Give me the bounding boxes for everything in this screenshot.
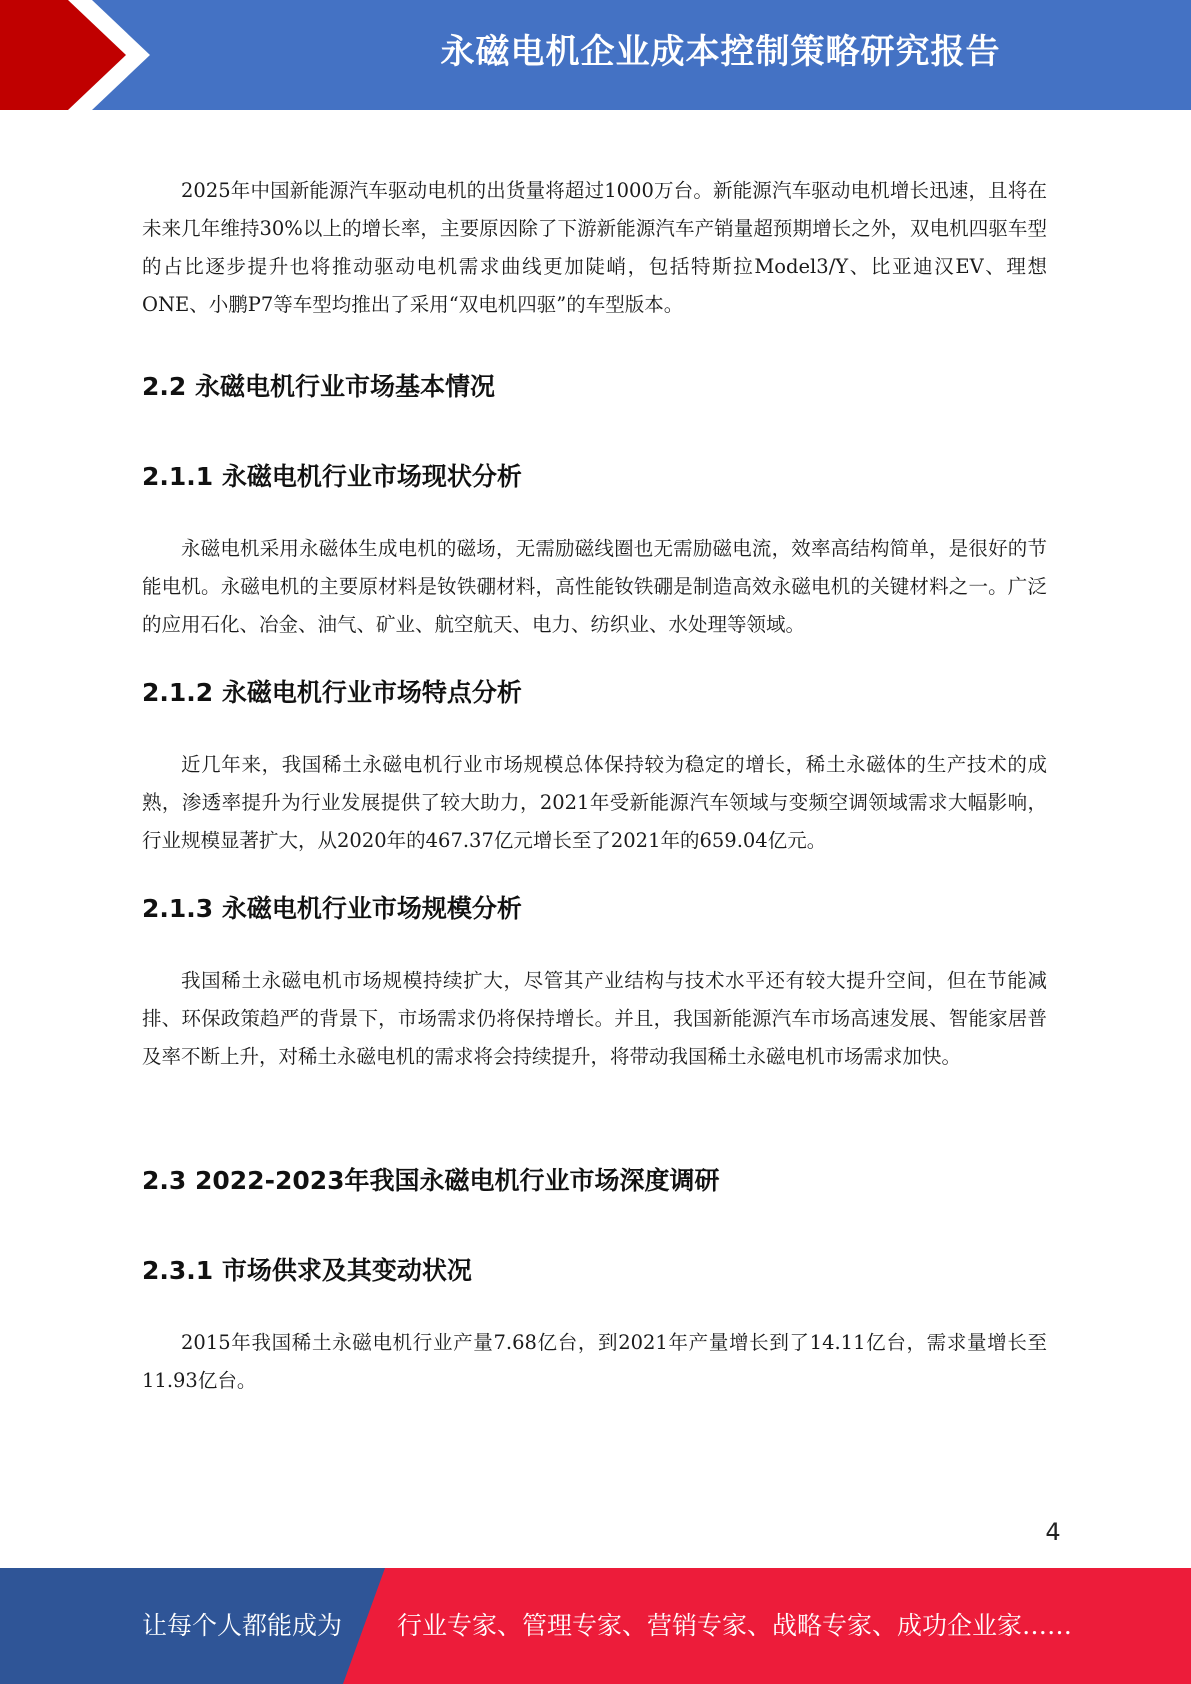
paragraph-ev-motor-shipments: 2025年中国新能源汽车驱动电机的出货量将超过1000万台。新能源汽车驱动电机增长迅速，且将在未来几年维持30%以上的增长率，主要原因除了下游新能源汽车产销量超预期增长之外，双电机四驱车型的占比逐步提升也将推动驱动电机需求曲线更加陡峭，包括特斯拉Model3/Y、比亚迪汉EV、理想ONE、小鹏P7等车型均推出了采用“双电机四驱”的车型版本。 [142, 179, 1047, 316]
document-body [142, 172, 1047, 1400]
page-footer [0, 1568, 1191, 1684]
section-heading-2-2: 2.2 永磁电机行业市场基本情况 [142, 372, 495, 401]
section-heading-2-3: 2.3 2022-2023年我国永磁电机行业市场深度调研 [142, 1166, 720, 1195]
page-header [0, 0, 1191, 110]
subsection-heading-2-1-2: 2.1.2 永磁电机行业市场特点分析 [142, 678, 522, 707]
paragraph-supply-demand: 2015年我国稀土永磁电机行业产量7.68亿台，到2021年产量增长到了14.11亿台，需求量增长至11.93亿台。 [142, 1331, 1047, 1392]
subsection-heading-2-1-3: 2.1.3 永磁电机行业市场规模分析 [142, 894, 522, 923]
footer-slogan-left: 让每个人都能成为 [142, 1611, 343, 1640]
subsection-heading-2-1-1: 2.1.1 永磁电机行业市场现状分析 [142, 462, 522, 491]
footer-slogan-right: 行业专家、管理专家、营销专家、战略专家、成功企业家…… [397, 1611, 1073, 1640]
page-number: 4 [1045, 1518, 1061, 1546]
paragraph-market-characteristics: 近几年来，我国稀土永磁电机行业市场规模总体保持较为稳定的增长，稀土永磁体的生产技术的成熟，渗透率提升为行业发展提供了较大助力，2021年受新能源汽车领域与变频空调领域需求大幅影响，行业规模显著扩大，从2020年的467.37亿元增长至了2021年的659.04亿元。 [142, 753, 1047, 852]
header-red-arrow-decoration [0, 0, 160, 110]
subsection-heading-2-3-1: 2.3.1 市场供求及其变动状况 [142, 1256, 472, 1285]
paragraph-market-scale: 我国稀土永磁电机市场规模持续扩大，尽管其产业结构与技术水平还有较大提升空间，但在节能减排、环保政策趋严的背景下，市场需求仍将保持增长。并且，我国新能源汽车市场高速发展、智能家居普及率不断上升，对稀土永磁电机的需求将会持续提升，将带动我国稀土永磁电机市场需求加快。 [142, 969, 1047, 1068]
report-title: 永磁电机企业成本控制策略研究报告 [440, 32, 1001, 72]
paragraph-market-status: 永磁电机采用永磁体生成电机的磁场，无需励磁线圈也无需励磁电流，效率高结构简单，是很好的节能电机。永磁电机的主要原材料是钕铁硼材料，高性能钕铁硼是制造高效永磁电机的关键材料之一。广泛的应用石化、冶金、油气、矿业、航空航天、电力、纺织业、水处理等领域。 [142, 537, 1047, 636]
